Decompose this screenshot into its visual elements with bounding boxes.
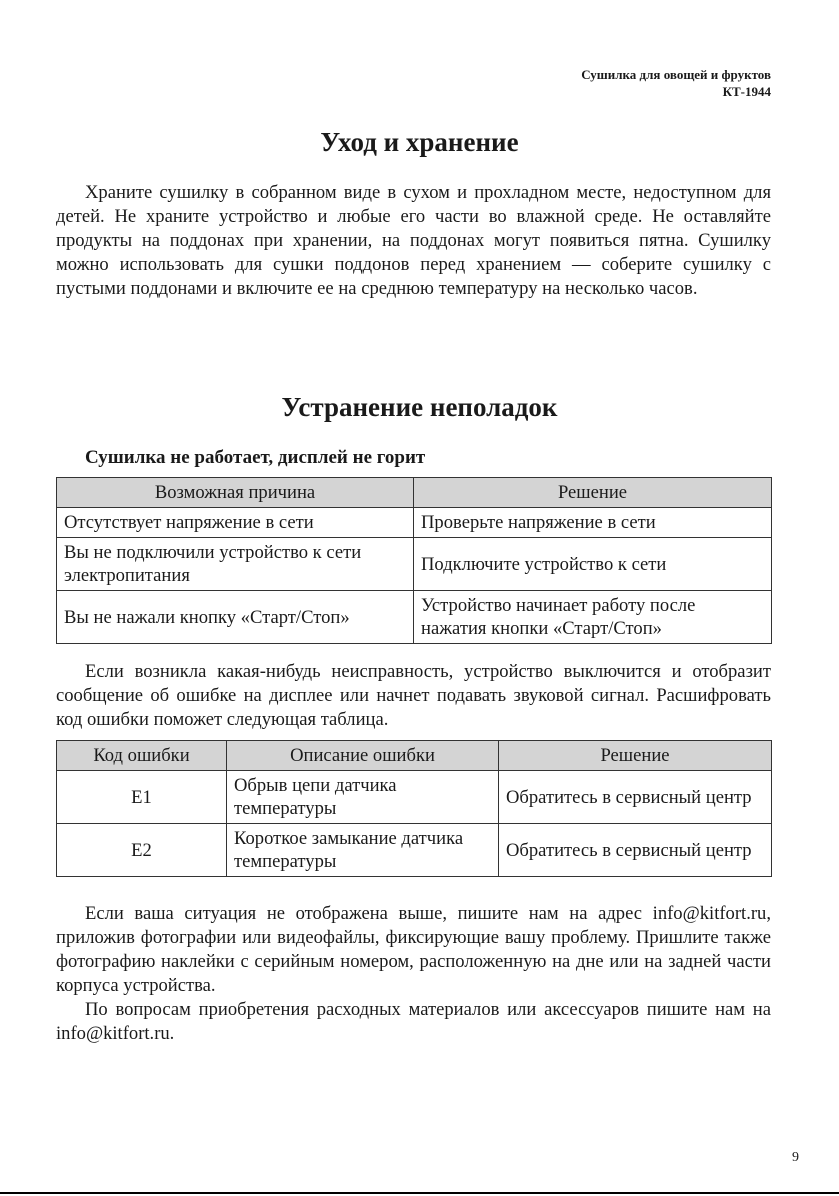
table-cell-solution: Проверьте напряжение в сети bbox=[414, 508, 772, 538]
error-solution-cell: Обратитесь в сервисный центр bbox=[499, 824, 772, 877]
error-description-cell: Короткое замыкание датчика температуры bbox=[227, 824, 499, 877]
table-header-row bbox=[57, 478, 772, 508]
page-number: 9 bbox=[792, 1150, 799, 1165]
column-header-solution: Решение bbox=[414, 478, 772, 508]
care-title: Уход и хранение bbox=[320, 127, 519, 157]
table-row bbox=[57, 771, 772, 824]
table-row bbox=[57, 591, 772, 644]
error-description-cell: Обрыв цепи датчика температуры bbox=[227, 771, 499, 824]
error-code-cell: E2 bbox=[57, 824, 227, 877]
accessories-paragraph: По вопросам приобретения расходных материалов или аксессуаров пишите нам на info@kitfort.ru. bbox=[56, 999, 771, 1044]
contact-paragraph: Если ваша ситуация не отображена выше, пишите нам на адрес info@kitfort.ru, приложив фотографии или видеофайлы, фиксирующие вашу проблему. Пришлите также фотографию наклейки с серийным номером, расположенную на дне или на задней части корпуса устройства. bbox=[56, 903, 771, 996]
error-code-table bbox=[56, 740, 772, 877]
table-cell-solution: Подключите устройство к сети bbox=[414, 538, 772, 591]
troubleshooting-title: Устранение неполадок bbox=[281, 392, 558, 422]
care-paragraph: Храните сушилку в собранном виде в сухом и прохладном месте, недоступном для детей. Не храните устройство и любые его части во влажной среде. Не оставляйте продукты на поддонах при хранении, на поддонах могут появиться пятна. Сушилку можно использовать для сушки поддонов перед хранением — соберите сушилку с пустыми поддонами и включите ее на среднюю температуру на несколько часов. bbox=[56, 182, 771, 299]
table-cell-cause: Вы не подключили устройство к сети электропитания bbox=[57, 538, 414, 591]
error-solution-cell: Обратитесь в сервисный центр bbox=[499, 771, 772, 824]
error-intro-paragraph: Если возникла какая-нибудь неисправность, устройство выключится и отобразит сообщение об ошибке на дисплее или начнет подавать звуковой сигнал. Расшифровать код ошибки поможет следующая таблица. bbox=[56, 661, 771, 730]
column-header-solution: Решение bbox=[499, 741, 772, 771]
bottom-rule bbox=[0, 1192, 839, 1194]
table-row bbox=[57, 538, 772, 591]
column-header-code: Код ошибки bbox=[57, 741, 227, 771]
table-row bbox=[57, 508, 772, 538]
troubleshooting-subheading: Сушилка не работает, дисплей не горит bbox=[85, 447, 426, 468]
running-header bbox=[581, 66, 771, 100]
table-cell-cause: Отсутствует напряжение в сети bbox=[57, 508, 414, 538]
header-product-line: Сушилка для овощей и фруктов bbox=[581, 67, 771, 82]
power-issue-table bbox=[56, 477, 772, 644]
column-header-cause: Возможная причина bbox=[57, 478, 414, 508]
header-model: КТ-1944 bbox=[722, 84, 771, 99]
column-header-description: Описание ошибки bbox=[227, 741, 499, 771]
table-header-row bbox=[57, 741, 772, 771]
table-cell-solution: Устройство начинает работу после нажатия кнопки «Старт/Стоп» bbox=[414, 591, 772, 644]
table-cell-cause: Вы не нажали кнопку «Старт/Стоп» bbox=[57, 591, 414, 644]
error-code-cell: E1 bbox=[57, 771, 227, 824]
table-row bbox=[57, 824, 772, 877]
